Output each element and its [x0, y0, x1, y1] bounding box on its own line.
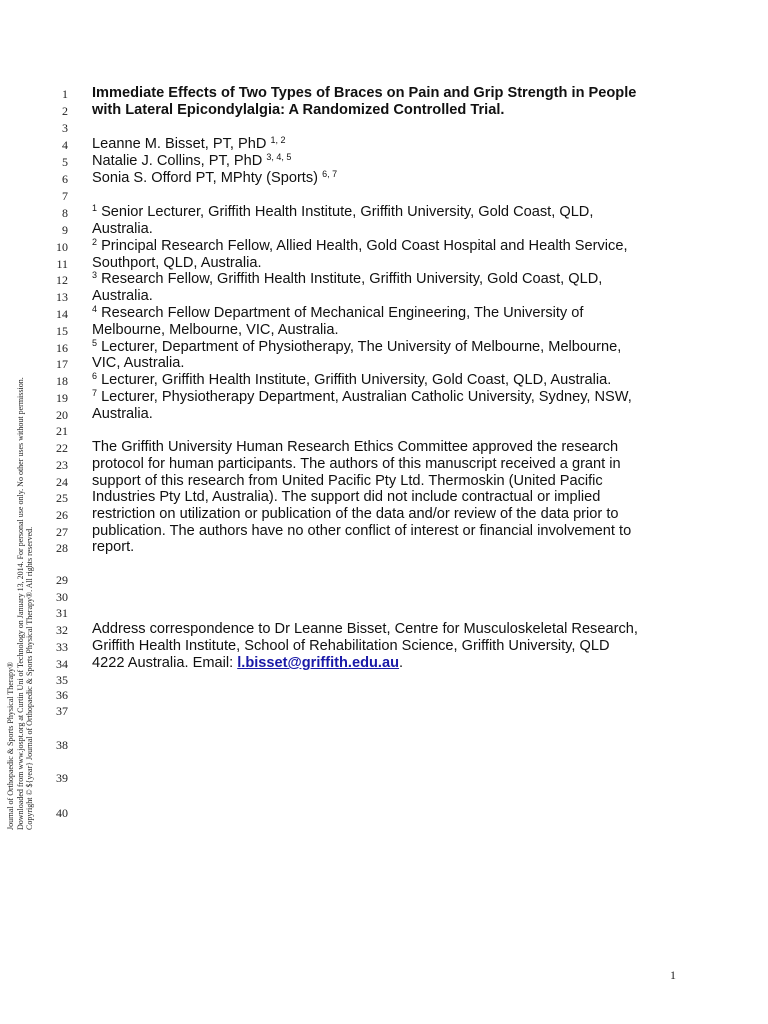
journal-name: Journal of Orthopaedic & Sports Physical Therapy®: [6, 661, 15, 830]
line-number: 11: [56, 257, 68, 271]
correspondence-line-3: [92, 655, 403, 672]
affiliation-text: Lecturer, Department of Physiotherapy, The University of Melbourne, Melbourne,: [97, 339, 622, 355]
line-number: 8: [62, 206, 68, 220]
affiliation-1-cont: Australia.: [92, 221, 153, 237]
line-number: 6: [62, 172, 68, 186]
line-number: 35: [56, 673, 68, 687]
line-number: 4: [62, 138, 68, 152]
author-affiliation-ref: 3, 4, 5: [266, 152, 292, 162]
line-number: 9: [62, 223, 68, 237]
line-number: 32: [56, 623, 68, 637]
affiliation-4-cont: Melbourne, Melbourne, VIC, Australia.: [92, 322, 339, 338]
affiliation-number: 7: [92, 388, 98, 398]
line-number: 28: [56, 541, 68, 555]
line-number: 31: [56, 606, 68, 620]
author-2: [92, 153, 291, 170]
ethics-statement-line: report.: [92, 539, 135, 555]
affiliation-text: Lecturer, Physiotherapy Department, Australian Catholic University, Sydney, NSW,: [97, 389, 632, 405]
line-number: 16: [56, 341, 68, 355]
email-link[interactable]: l.bisset@griffith.edu.au: [237, 655, 400, 671]
line-number: 30: [56, 590, 68, 604]
line-number: 3: [62, 121, 68, 135]
affiliation-3-cont: Australia.: [92, 288, 153, 304]
line-number: 2: [62, 104, 68, 118]
line-number: 1: [62, 87, 68, 101]
affiliation-number: 4: [92, 304, 98, 314]
line-number: 19: [56, 391, 68, 405]
affiliation-number: 1: [92, 203, 98, 213]
line-number: 12: [56, 273, 68, 287]
affiliation-2-cont: Southport, QLD, Australia.: [92, 255, 262, 271]
author-affiliation-ref: 1, 2: [270, 135, 286, 145]
line-number: 40: [56, 806, 68, 820]
ethics-statement-line: restriction on utilization or publication of the data and/or review of the data prior to: [92, 506, 619, 522]
author-name: Natalie J. Collins, PT, PhD: [92, 153, 263, 169]
line-number: 17: [56, 357, 68, 371]
affiliation-text: Research Fellow, Griffith Health Institute, Griffith University, Gold Coast, QLD,: [97, 271, 603, 287]
correspondence-line-1: Address correspondence to Dr Leanne Bisset, Centre for Musculoskeletal Research,: [92, 621, 638, 637]
line-number: 25: [56, 491, 68, 505]
author-name: Leanne M. Bisset, PT, PhD: [92, 136, 267, 152]
ethics-statement-line: support of this research from United Pacific Pty Ltd. Thermoskin (United Pacific: [92, 473, 603, 489]
line-number: 13: [56, 290, 68, 304]
copyright-notice: Copyright © ${year} Journal of Orthopaedic & Sports Physical Therapy®. All rights reserved.: [25, 526, 34, 830]
line-number: 7: [62, 189, 68, 203]
line-number: 33: [56, 640, 68, 654]
affiliation-1: [92, 204, 593, 221]
line-number: 21: [56, 424, 68, 438]
download-notice: Downloaded from www.jospt.org at Curtin Uni of Technology on January 13, 2014. For personal use only. No other uses without permission.: [15, 377, 25, 830]
line-number: 36: [56, 688, 68, 702]
line-number: 37: [56, 704, 68, 718]
correspondence-prefix: 4222 Australia. Email:: [92, 655, 238, 671]
affiliation-number: 6: [92, 371, 98, 381]
line-number: 29: [56, 573, 68, 587]
affiliation-text: Lecturer, Griffith Health Institute, Griffith University, Gold Coast, QLD, Australia.: [97, 372, 612, 388]
ethics-statement-line: protocol for human participants. The authors of this manuscript received a grant in: [92, 456, 621, 472]
affiliation-text: Senior Lecturer, Griffith Health Institute, Griffith University, Gold Coast, QLD,: [97, 204, 594, 220]
line-number: 26: [56, 508, 68, 522]
affiliation-number: 2: [92, 237, 98, 247]
author-name: Sonia S. Offord PT, MPhty (Sports): [92, 170, 319, 186]
author-affiliation-ref: 6, 7: [322, 169, 338, 179]
affiliation-5: [92, 339, 621, 356]
affiliation-4: [92, 305, 583, 322]
affiliation-number: 3: [92, 270, 98, 280]
line-number: 22: [56, 441, 68, 455]
affiliation-number: 5: [92, 338, 98, 348]
affiliation-6: [92, 372, 611, 389]
line-number: 38: [56, 738, 68, 752]
line-number: 10: [56, 240, 68, 254]
author-1: [92, 136, 285, 153]
line-number: 5: [62, 155, 68, 169]
ethics-statement-line: The Griffith University Human Research Ethics Committee approved the research: [92, 439, 619, 455]
affiliation-text: Principal Research Fellow, Allied Health, Gold Coast Hospital and Health Service,: [97, 238, 628, 254]
paper-title-line-1: Immediate Effects of Two Types of Braces on Pain and Grip Strength in People: [92, 85, 637, 101]
author-3: [92, 170, 337, 187]
download-notice-sidebar: [6, 10, 35, 830]
correspondence-suffix: .: [399, 655, 404, 671]
line-number: 18: [56, 374, 68, 388]
affiliation-2: [92, 238, 628, 255]
affiliation-7: [92, 389, 632, 406]
line-number: 20: [56, 408, 68, 422]
line-number: 14: [56, 307, 68, 321]
line-number: 24: [56, 475, 68, 489]
affiliation-text: Research Fellow Department of Mechanical Engineering, The University of: [97, 305, 584, 321]
ethics-statement-line: Industries Pty Ltd, Australia). The support did not include contractual or implied: [92, 489, 601, 505]
correspondence-line-2: Griffith Health Institute, School of Rehabilitation Science, Griffith University, QLD: [92, 638, 610, 654]
line-number: 23: [56, 458, 68, 472]
affiliation-5-cont: VIC, Australia.: [92, 355, 185, 371]
ethics-statement-line: publication. The authors have no other conflict of interest or financial involvement to: [92, 523, 632, 539]
line-number: 39: [56, 771, 68, 785]
line-number: 27: [56, 525, 68, 539]
page-number: 1: [670, 968, 676, 982]
paper-title-line-2: with Lateral Epicondylalgia: A Randomized Controlled Trial.: [92, 102, 505, 118]
line-number: 34: [56, 657, 68, 671]
line-number: 15: [56, 324, 68, 338]
affiliation-7-cont: Australia.: [92, 406, 153, 422]
affiliation-3: [92, 271, 602, 288]
